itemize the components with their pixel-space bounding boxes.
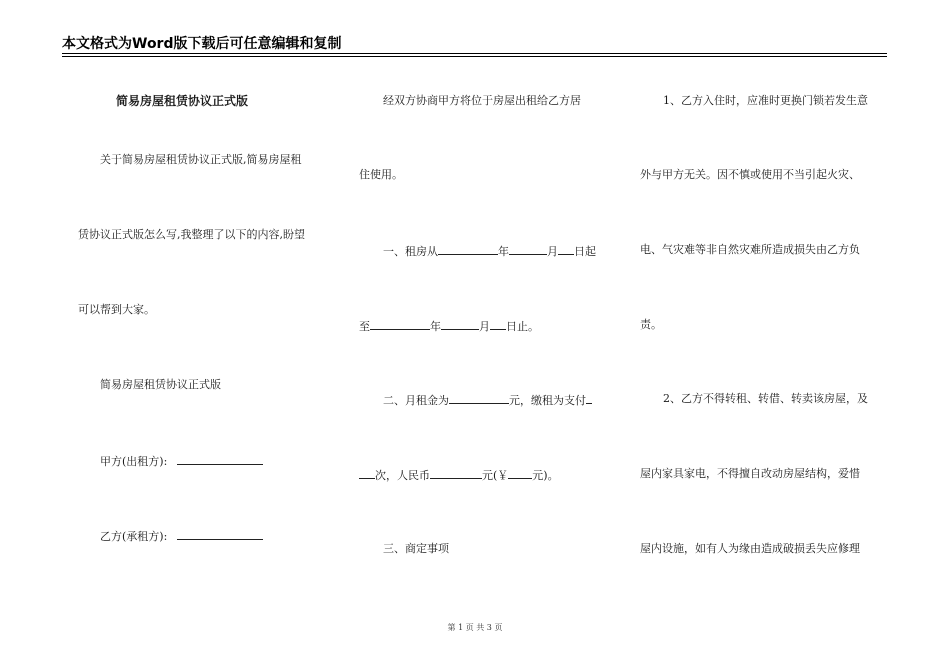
blank-end-month xyxy=(441,318,479,330)
doc-subtitle: 简易房屋租赁协议正式版 xyxy=(100,378,221,391)
p1-line-2: 住使用。 xyxy=(359,168,403,181)
item-1-line-1: 1、乙方入住时，应准时更换门锁若发生意 xyxy=(663,94,868,107)
label-to: 至 xyxy=(359,320,370,333)
label-rmb: 次，人民币 xyxy=(375,469,430,482)
blank-times-2 xyxy=(359,467,375,479)
party-b-label: 乙方(承租方): xyxy=(100,530,168,543)
label-year: 年 xyxy=(498,245,509,258)
clause-1-line-2 xyxy=(359,318,539,334)
party-a-blank xyxy=(177,453,263,465)
doc-title: 简易房屋租赁协议正式版 xyxy=(116,94,249,108)
label-end-month: 月 xyxy=(479,320,490,333)
clause-2-text: 二、月租金为 xyxy=(383,394,449,407)
blank-day xyxy=(558,243,574,255)
blank-rent xyxy=(449,392,509,404)
party-a-line xyxy=(100,453,263,469)
label-month: 月 xyxy=(547,245,558,258)
blank-end-day xyxy=(490,318,506,330)
item-2-line-2: 屋内家具家电，不得擅自改动房屋结构，爱惜 xyxy=(640,467,860,480)
item-1-line-3: 电、气灾难等非自然灾难所造成损失由乙方负 xyxy=(640,243,860,256)
p1-line-1: 经双方协商甲方将位于房屋出租给乙方居 xyxy=(383,94,581,107)
label-yuan-symbol: 元(￥ xyxy=(482,469,509,482)
label-pay: 元，缴租为支付 xyxy=(509,394,586,407)
intro-line-2: 赁协议正式版怎么写,我整理了以下的内容,盼望 xyxy=(78,228,305,241)
party-b-line xyxy=(100,528,263,544)
label-end: 日止。 xyxy=(506,320,539,333)
clause-1-text: 一、租房从 xyxy=(383,245,438,258)
blank-year xyxy=(438,243,498,255)
header-rule-thin xyxy=(62,56,887,57)
blank-times xyxy=(586,392,592,404)
clause-1-line-1 xyxy=(383,243,596,259)
page-number: 第 1 页 共 3 页 xyxy=(447,623,503,632)
clause-3-heading: 三、商定事项 xyxy=(383,542,449,555)
label-yuan-end: 元)。 xyxy=(532,469,559,482)
clause-2-line-1 xyxy=(383,392,592,408)
item-2-line-1: 2、乙方不得转租、转借、转卖该房屋，及 xyxy=(663,392,868,405)
label-end-year: 年 xyxy=(430,320,441,333)
intro-line-1: 关于简易房屋租赁协议正式版,简易房屋租 xyxy=(100,153,302,166)
blank-yuan xyxy=(508,467,532,479)
intro-line-3: 可以帮到大家。 xyxy=(78,303,155,316)
party-b-blank xyxy=(177,528,263,540)
label-start: 日起 xyxy=(574,245,596,258)
item-1-line-2: 外与甲方无关。因不慎或使用不当引起火灾、 xyxy=(640,168,860,181)
item-2-line-3: 屋内设施，如有人为缘由造成破损丢失应修理 xyxy=(640,542,860,555)
blank-end-year xyxy=(370,318,430,330)
blank-rmb xyxy=(430,467,482,479)
party-a-label: 甲方(出租方): xyxy=(100,455,168,468)
clause-2-line-2 xyxy=(359,467,559,483)
item-1-line-4: 责。 xyxy=(640,318,662,331)
document-banner: 本文格式为Word版下载后可任意编辑和复制 xyxy=(62,36,342,52)
header-rule xyxy=(62,53,887,54)
blank-month xyxy=(509,243,547,255)
